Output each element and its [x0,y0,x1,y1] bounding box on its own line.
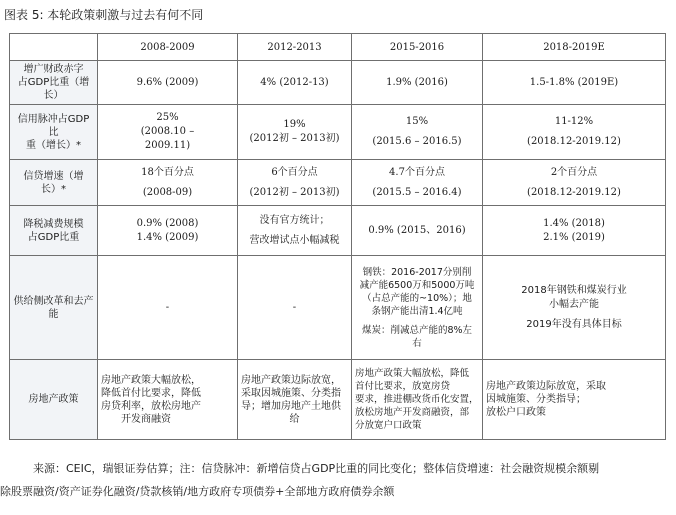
footnote-line-2: 除股票融资/资产证券化融资/贷款核销/地方政府专项债券+全部地方政府债券余额 [0,485,395,498]
table-cell: 2个百分点 (2018.12-2019.12) [483,160,666,206]
header-2008-2009: 2008-2009 [98,34,238,61]
row-label-fiscal-deficit: 增广财政赤字 占GDP比重（增 长） [10,61,98,105]
table-row [10,160,666,206]
table-cell: 0.9% (2015、2016) [352,206,483,256]
row-label-credit-impulse: 信用脉冲占GDP比 重（增长）* [10,105,98,160]
table-cell: 6个百分点 (2012初 – 2013初) [238,160,352,206]
figure-title: 图表 5: 本轮政策刺激与过去有何不同 [4,8,204,22]
table-cell: 2018年钢铁和煤炭行业 小幅去产能 2019年没有具体目标 [483,256,666,360]
table-cell: 19% (2012初 – 2013初) [238,105,352,160]
table-cell: 房地产政策边际放宽， 采取因城施策、分类指 导；增加房地产土地供 给 [238,360,352,440]
table-cell: 房地产政策大幅放松，降低 首付比要求，放宽房贷 要求，推进棚改货币化安置， 放松房地产开发商融资，部 分放宽户口政策 [352,360,483,440]
table-row [10,256,666,360]
table-cell: 0.9% (2008) 1.4% (2009) [98,206,238,256]
row-label-property-policy: 房地产政策 [10,360,98,440]
header-2018-2019e: 2018-2019E [483,34,666,61]
source-footnote [0,457,676,503]
table-cell: 没有官方统计； 营改增试点小幅减税 [238,206,352,256]
footnote-line-1: 来源：CEIC，瑞银证券估算；注：信贷脉冲：新增信贷占GDP比重的同比变化；整体信贷增速：社会融资规模余额剔 [33,462,600,475]
table-cell: 9.6% (2009) [98,61,238,105]
table-row [10,105,666,160]
header-2012-2013: 2012-2013 [238,34,352,61]
header-corner [10,34,98,61]
table-cell: 1.5-1.8% (2019E) [483,61,666,105]
header-2015-2016: 2015-2016 [352,34,483,61]
table-cell: 钢铁：2016-2017分别削 减产能6500万和5000万吨 （占总产能的~10%）；地 条钢产能出清1.4亿吨 煤炭：削减总产能的8%左 右 [352,256,483,360]
table-row [10,206,666,256]
row-label-supply-side-reform: 供给侧改革和去产 能 [10,256,98,360]
table-cell: 房地产政策边际放宽，采取 因城施策、分类指导； 放松户口政策 [483,360,666,440]
table-cell: - [238,256,352,360]
table-cell: 4% (2012-13) [238,61,352,105]
table-row [10,61,666,105]
table-cell: - [98,256,238,360]
table-cell: 18个百分点 (2008-09) [98,160,238,206]
comparison-table [9,33,666,440]
table-cell: 房地产政策大幅放松， 降低首付比要求，降低 房贷利率，放松房地产 开发商融资 [98,360,238,440]
table-row [10,360,666,440]
row-label-credit-growth: 信贷增速（增 长）* [10,160,98,206]
table-cell: 4.7个百分点 (2015.5 – 2016.4) [352,160,483,206]
row-label-tax-cut: 降税减费规模 占GDP比重 [10,206,98,256]
table-cell: 1.9% (2016) [352,61,483,105]
table-cell: 15% (2015.6 – 2016.5) [352,105,483,160]
table-cell: 1.4% (2018) 2.1% (2019) [483,206,666,256]
table-cell: 11-12% (2018.12-2019.12) [483,105,666,160]
header-row [10,34,666,61]
table-cell: 25% (2008.10 – 2009.11) [98,105,238,160]
